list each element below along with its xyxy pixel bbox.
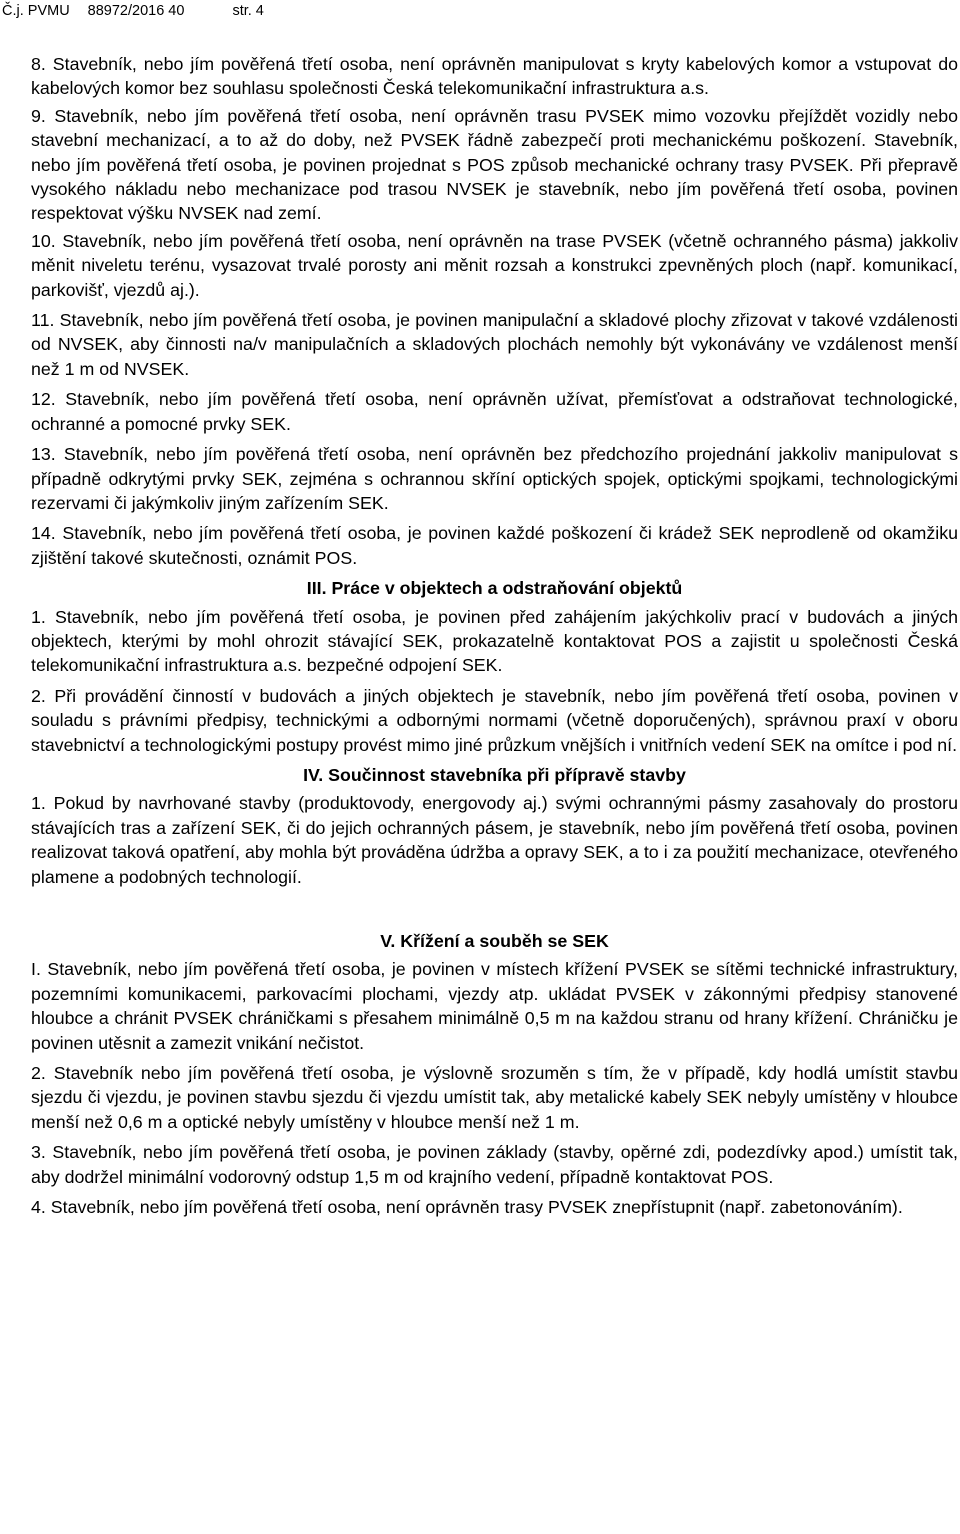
section-v-paragraph-1: I. Stavebník, nebo jím pověřená třetí osoba, je povinen v místech křížení PVSEK se sítěmi technické infrastruktury, pozemními komunikacemi, parkovacími plochami, vjezdy atp. ukládat PVSEK v zákonnými předpisy stanovené hloubce a chránit PVSEK chráničkami s přesahem minimálně 0,5 m na každou stranu od hrany křížení. Chráničku je povinen utěsnit a zamezit vnikání nečistot. xyxy=(31,959,958,1053)
paragraph-12: 12. Stavebník, nebo jím pověřená třetí osoba, není oprávněn užívat, přemísťovat a odstraňovat technologické, ochranné a pomocné prvky SEK. xyxy=(31,389,958,434)
paragraph-9: 9. Stavebník, nebo jím pověřená třetí osoba, není oprávněn trasu PVSEK mimo vozovku přejíždět vozidly nebo stavební mechanizací, a to až do doby, než PVSEK řádně zabezpečí proti mechanickému poškození. Stavebník, nebo jím pověřená třetí osoba, je povinen projednat s POS způsob mechanické ochrany trasy PVSEK. Při přepravě vysokého nákladu nebo mechanizace pod trasou NVSEK je stavebník, nebo jím pověřená třetí osoba, povinen respektovat výšku NVSEK nad zemí. xyxy=(31,105,958,224)
section-iv-heading: IV. Součinnost stavebníka při přípravě stavby xyxy=(303,764,686,785)
paragraph-13: 13. Stavebník, nebo jím pověřená třetí osoba, není oprávněn bez předchozího projednání jakkoliv manipulovat s případně odkrytými prvky SEK, zejména s ochrannou skříní optických spojek, optickými spojkami, technologickými rezervami či jakýmkoliv jiným zařízením SEK. xyxy=(31,444,958,513)
paragraph-11: 11. Stavebník, nebo jím pověřená třetí osoba, je povinen manipulační a skladové plochy zřizovat v takové vzdálenosti od NVSEK, aby činnosti na/v manipulačních a skladových plochách nemohly být vykonávány ve vzdálenost menší než 1 m od NVSEK. xyxy=(31,310,958,379)
paragraph-10: 10. Stavebník, nebo jím pověřená třetí osoba, není oprávněn na trase PVSEK (včetně ochranného pásma) jakkoliv měnit niveletu terénu, vysazovat trvalé porosty ani měnit rozsah a konstrukci zpevněných ploch (např. komunikací, parkovišť, vjezdů aj.). xyxy=(31,230,958,300)
section-iii-heading: III. Práce v objektech a odstraňování objektů xyxy=(306,578,683,599)
paragraph-14: 14. Stavebník, nebo jím pověřená třetí osoba, je povinen každé poškození či krádež SEK neprodleně od okamžiku zjištění takové skutečnosti, oznámit POS. xyxy=(31,523,958,568)
document-body xyxy=(31,52,958,1225)
section-iii-paragraph-2: 2. Při provádění činností v budovách a jiných objektech je stavebník, nebo jím pověřená třetí osoba, povinen v souladu s právními předpisy, technickými a odbornými normami (včetně doporučených), správnou praxí v oboru stavebnictví a technologickými postupy provést mimo jiné průzkum vnějších i vnitřních vedení SEK na omítce i pod ní. xyxy=(31,685,958,755)
section-v-paragraph-3: 3. Stavebník, nebo jím pověřená třetí osoba, je povinen základy (stavby, opěrné zdi, podezdívky apod.) umístit tak, aby dodržel minimální vodorovný odstup 1,5 m od krajního vedení, případně kontaktovat POS. xyxy=(31,1142,958,1187)
section-v-paragraph-4: 4. Stavebník, nebo jím pověřená třetí osoba, není oprávněn trasy PVSEK znepřístupnit (např. zabetonováním). xyxy=(31,1197,903,1218)
header-reference: Č.j. PVMU xyxy=(2,3,70,19)
header-page-number: str. 4 xyxy=(232,3,264,19)
section-iii-paragraph-1: 1. Stavebník, nebo jím pověřená třetí osoba, je povinen před zahájením jakýchkoliv prací v budovách a jiných objektech, kterými by mohl ohrozit stávající SEK, prokazatelně kontaktovat POS a zajistit u společnosti Česká telekomunikační infrastruktura a.s. bezpečné odpojení SEK. xyxy=(31,606,958,676)
section-iv-paragraph-1: 1. Pokud by navrhované stavby (produktovody, energovody aj.) svými ochrannými pásmy zasahovaly do prostoru stávajících tras a zařízení SEK, či do jejich ochranných pásem, je stavebník, nebo jím pověřená třetí osoba, povinen realizovat taková opatření, aby mohla být prováděna údržba a opravy SEK, a to i za použití mechanizace, otevřeného plamene a podobných technologií. xyxy=(31,793,958,887)
page-header xyxy=(2,2,264,20)
section-v-heading: V. Křížení a souběh se SEK xyxy=(380,931,609,951)
section-v-paragraph-2: 2. Stavebník nebo jím pověřená třetí osoba, je výslovně srozuměn s tím, že v případě, kdy hodlá umístit stavbu sjezdu či vjezdu, je povinen stavbu sjezdu či vjezdu umístit tak, aby metalické kabely SEK nebyly umístěny v hloubce menší než 0,6 m a optické nebyly umístěny v hloubce menší než 1 m. xyxy=(31,1063,958,1132)
paragraph-8: 8. Stavebník, nebo jím pověřená třetí osoba, není oprávněn manipulovat s kryty kabelových komor a vstupovat do kabelových komor bez souhlasu společnosti Česká telekomunikační infrastruktura a.s. xyxy=(31,54,958,99)
header-number: 88972/2016 40 xyxy=(87,3,185,19)
